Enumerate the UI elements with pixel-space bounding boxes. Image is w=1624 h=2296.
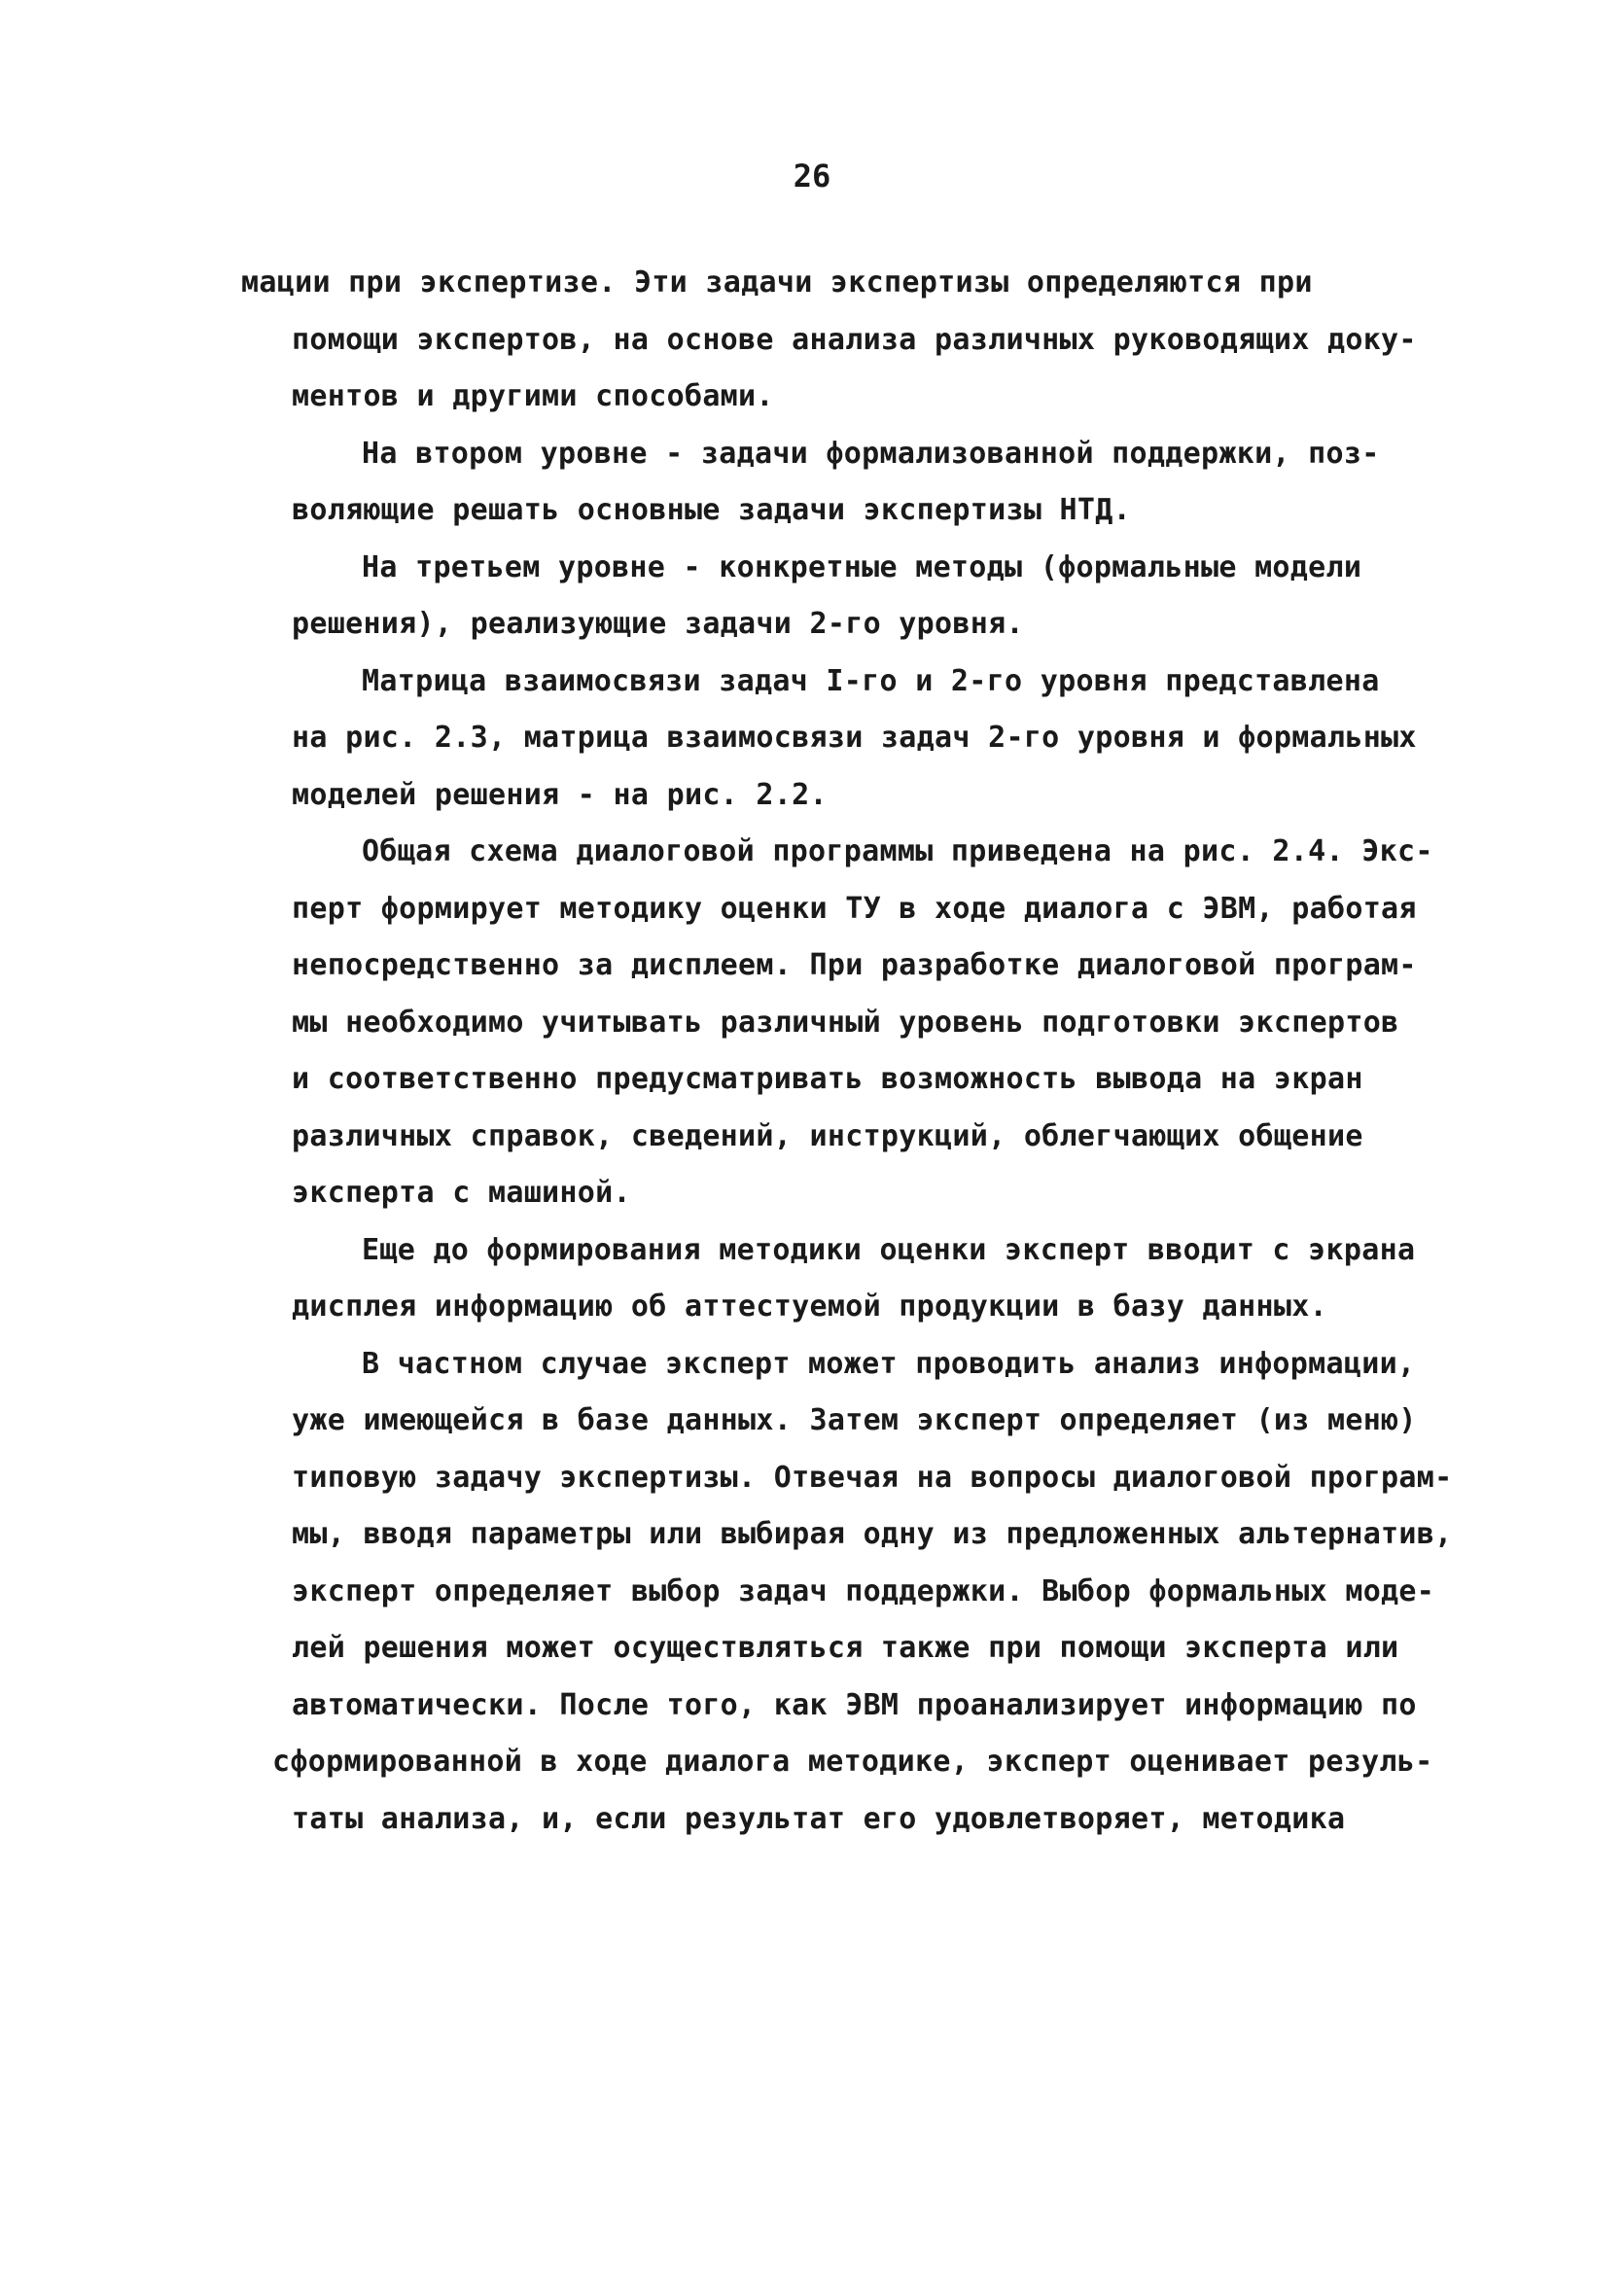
text-line: и соответственно предусматривать возможность вывода на экран (292, 1062, 1363, 1096)
text-line: эксперт определяет выбор задач поддержки. Выбор формальных моде- (292, 1573, 1435, 1608)
text-line: Общая схема диалоговой программы приведена на рис. 2.4. Экс- (362, 834, 1433, 868)
text-line: моделей решения - на рис. 2.2. (292, 777, 828, 812)
text-line: автоматически. После того, как ЭВМ проанализирует информацию по (292, 1687, 1417, 1722)
text-line: различных справок, сведений, инструкций, облегчающих общение (292, 1118, 1363, 1153)
text-line: воляющие решать основные задачи экспертизы НТД. (292, 493, 1131, 527)
text-line: на рис. 2.3, матрица взаимосвязи задач 2-го уровня и формальных (292, 721, 1417, 755)
text-line: ментов и другими способами. (292, 379, 774, 413)
text-line: мы необходимо учитывать различный уровень подготовки экспертов (292, 1005, 1399, 1040)
document-body (241, 255, 1459, 1848)
text-line: сформированной в ходе диалога методике, эксперт оценивает резуль- (272, 1745, 1433, 1779)
text-line: перт формирует методику оценки ТУ в ходе диалога с ЭВМ, работая (292, 891, 1417, 926)
text-line: мации при экспертизе. Эти задачи экспертизы определяются при (241, 265, 1313, 300)
text-line: Еще до формирования методики оценки эксперт вводит с экрана (362, 1232, 1416, 1267)
page-number: 26 (793, 158, 831, 194)
text-line: дисплея информацию об аттестуемой продукции в базу данных. (292, 1289, 1327, 1324)
text-line: таты анализа, и, если результат его удовлетворяет, методика (292, 1801, 1346, 1836)
text-line: На третьем уровне - конкретные методы (формальные модели (362, 549, 1362, 584)
text-line: На втором уровне - задачи формализованной поддержки, поз- (362, 436, 1380, 471)
text-line: решения), реализующие задачи 2-го уровня. (292, 607, 1024, 641)
text-line: эксперта с машиной. (292, 1176, 631, 1210)
text-line: лей решения может осуществляться также при помощи эксперта или (292, 1631, 1399, 1665)
text-line: уже имеющейся в базе данных. Затем эксперт определяет (из меню) (292, 1403, 1417, 1437)
text-line: мы, вводя параметры или выбирая одну из предложенных альтернатив, (292, 1517, 1453, 1551)
text-line: типовую задачу экспертизы. Отвечая на вопросы диалоговой програм- (292, 1460, 1453, 1495)
text-line: В частном случае эксперт может проводить анализ информации, (362, 1346, 1416, 1381)
text-line: непосредственно за дисплеем. При разработке диалоговой програм- (292, 948, 1417, 982)
text-line: Матрица взаимосвязи задач I-го и 2-го уровня представлена (362, 663, 1380, 698)
text-line: помощи экспертов, на основе анализа различных руководящих доку- (292, 322, 1417, 357)
